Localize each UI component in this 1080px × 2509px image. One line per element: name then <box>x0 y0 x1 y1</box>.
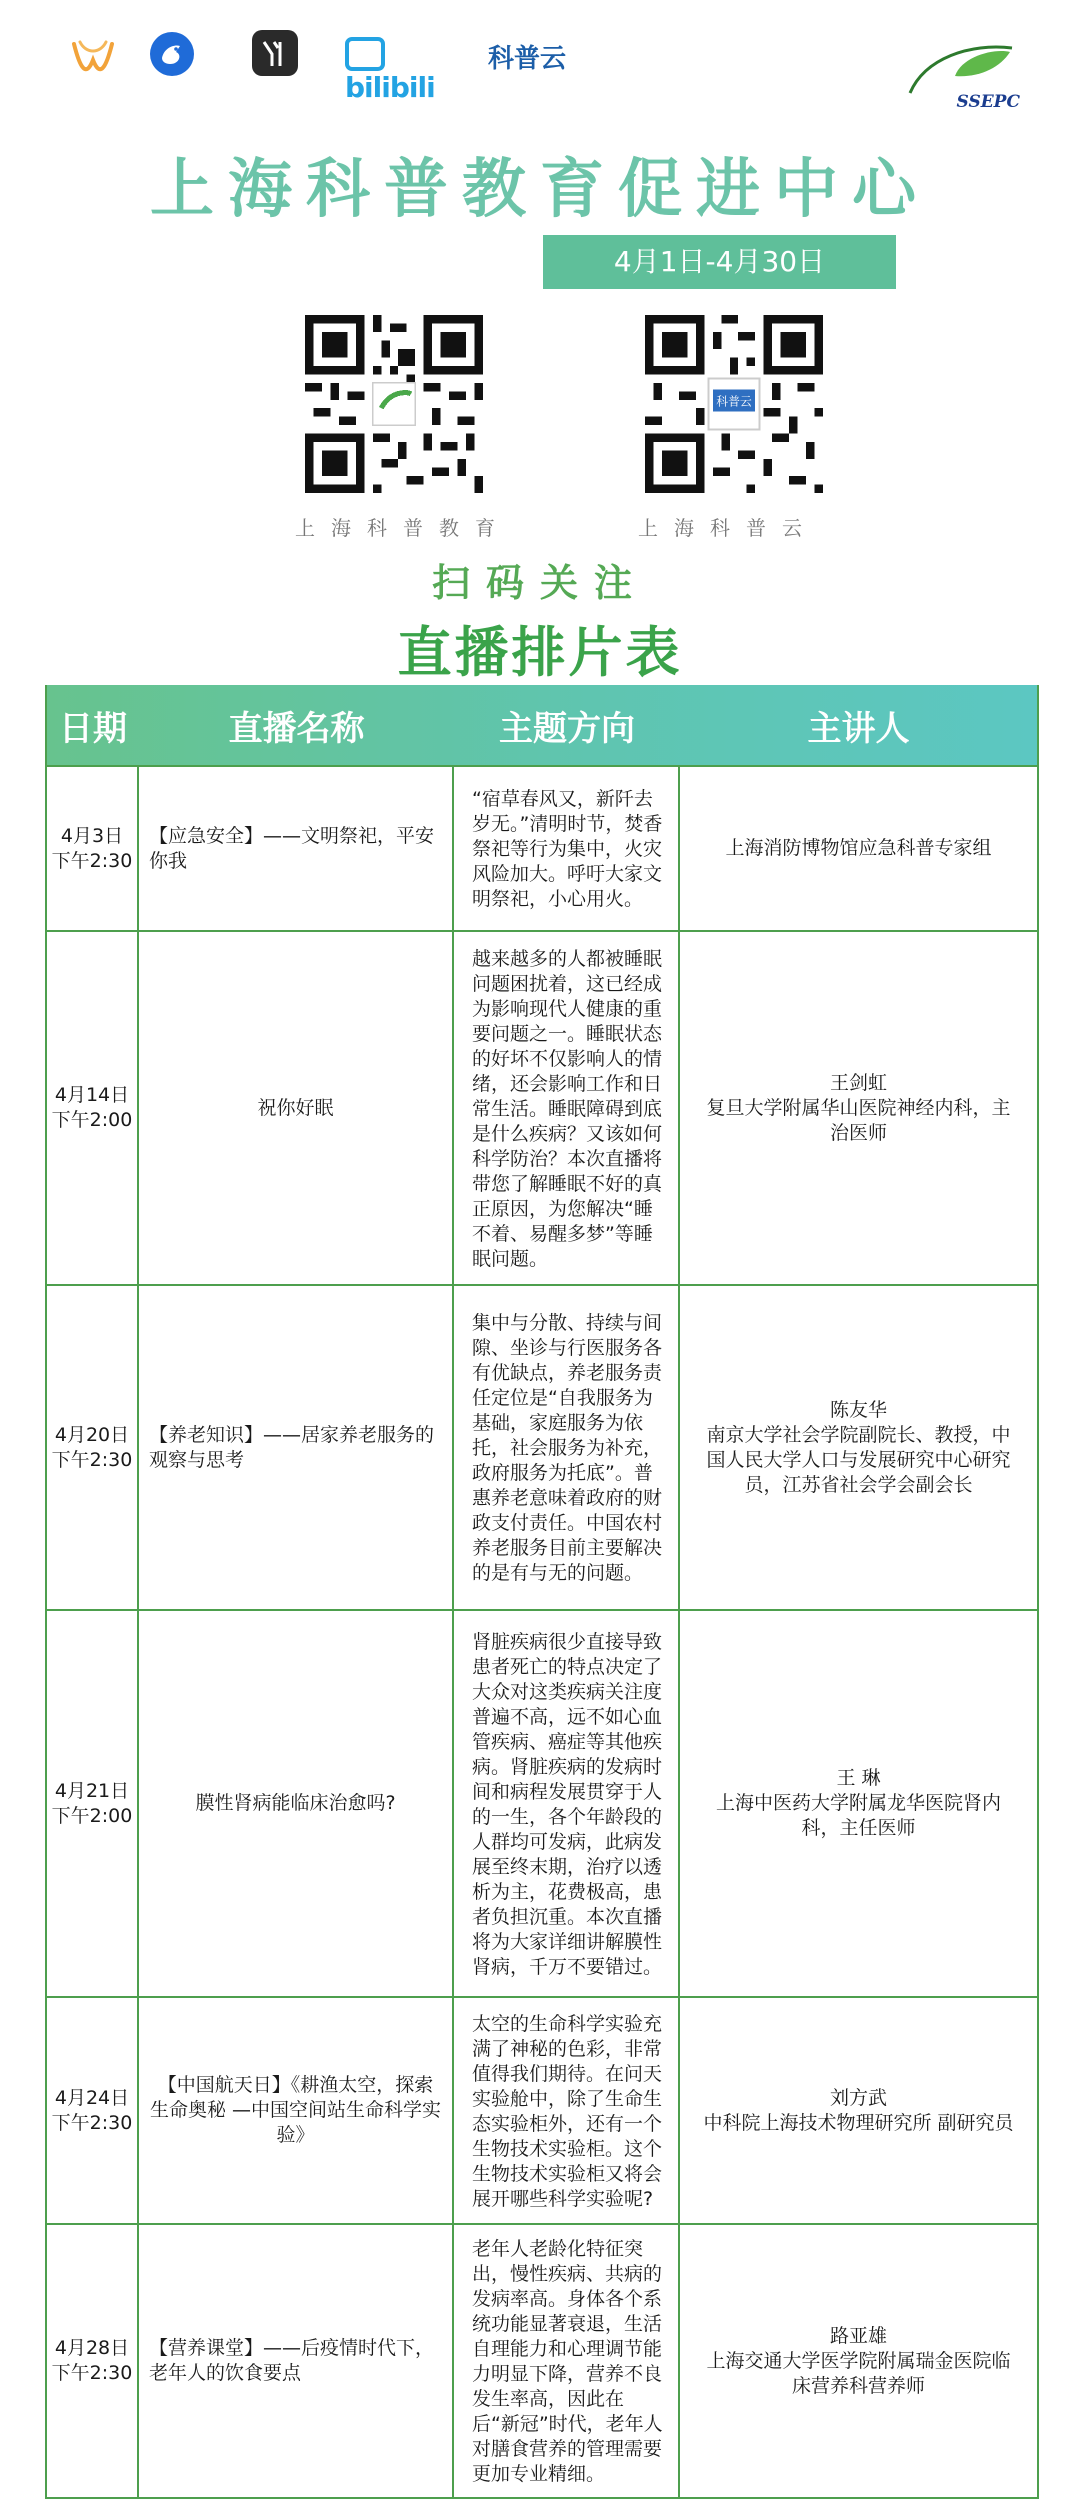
schedule-table <box>45 685 1039 2499</box>
date-range-badge: 4月1日-4月30日 <box>543 235 896 289</box>
bird-app-logo-icon <box>150 32 194 76</box>
date: 4月28日 <box>54 2337 130 2359</box>
speaker-name: 陈友华 <box>829 1398 887 1421</box>
page-title: 上海科普教育促进中心 <box>150 152 930 227</box>
bilibili-logo-text: bilibili <box>345 71 435 104</box>
date: 4月3日 <box>60 824 124 847</box>
table-row <box>47 1284 1037 1609</box>
date-cell <box>47 1286 139 1609</box>
column-header-topic: 主题方向 <box>499 708 635 749</box>
weibo-style-logo-icon <box>70 38 116 82</box>
speaker-name: 王剑虹 <box>829 1071 887 1094</box>
name-cell: 膜性肾病能临床治愈吗? <box>139 1611 454 1996</box>
speaker-title: 上海消防博物馆应急科普专家组 <box>725 837 992 859</box>
column-header-name: 直播名称 <box>228 708 365 749</box>
speaker-title: 复旦大学附属华山医院神经内科，主治医师 <box>706 1096 1011 1144</box>
time: 下午2:30 <box>51 1448 133 1471</box>
speaker-cell <box>680 2225 1037 2497</box>
speaker-title: 南京大学社会学院副院长、教授，中国人民大学人口与发展研究中心研究员，江苏省社会学会副会长 <box>706 1423 1011 1496</box>
ssepc-logo <box>900 38 1020 112</box>
time: 下午2:30 <box>51 2362 133 2384</box>
topic-cell: 老年人老龄化特征突出，慢性疾病、共病的发病率高。身体各个系统功能显著衰退，生活自理能力和心理调节能力明显下降，营养不良发生率高，因此在后“新冠”时代，老年人对膳食营养的管理需要更加专业精细。 <box>454 2225 680 2497</box>
time: 下午2:00 <box>51 1109 133 1131</box>
qr-code-icon[interactable] <box>645 315 823 493</box>
topic-cell: 越来越多的人都被睡眠问题困扰着，这已经成为影响现代人健康的重要问题之一。睡眠状态的好坏不仅影响人的情绪，还会影响工作和日常生活。睡眠障碍到底是什么疾病？又该如何科学防治？本次直播将带您了解睡眠不好的真正原因，为您解决“睡不着、易醒多梦”等睡眠问题。 <box>454 932 680 1284</box>
bilibili-logo <box>345 36 475 104</box>
table-header <box>47 685 1037 765</box>
speaker-cell <box>680 767 1037 930</box>
follow-text: 扫码关注 <box>431 561 648 605</box>
date: 4月24日 <box>54 2086 130 2109</box>
speaker-title: 上海中医药大学附属龙华医院肾内科，主任医师 <box>715 1792 1001 1839</box>
name-cell: 【营养课堂】——后疫情时代下，老年人的饮食要点 <box>139 2225 454 2497</box>
speaker-cell <box>680 1611 1037 1996</box>
kepuyun-logo: 科普云 <box>488 44 567 74</box>
qr-code-icon[interactable] <box>305 315 483 493</box>
speaker-name: 刘方武 <box>829 2086 887 2109</box>
name-cell: 【应急安全】——文明祭祀，平安你我 <box>139 767 454 930</box>
date-cell <box>47 1611 139 1996</box>
speaker-title: 上海交通大学医学院附属瑞金医院临床营养科营养师 <box>706 2349 1011 2397</box>
date: 4月21日 <box>54 1779 130 1802</box>
date: 4月14日 <box>54 1084 130 1106</box>
date-cell <box>47 767 139 930</box>
table-row <box>47 1609 1037 1996</box>
topic-cell: 太空的生命科学实验充满了神秘的色彩，非常值得我们期待。在问天实验舱中，除了生命生态实验柜外，还有一个生物技术实验柜。这个生物技术实验柜又将会展开哪些科学实验呢? <box>454 1998 680 2223</box>
qr-caption-kepuyun: 上海科普云 <box>638 516 818 540</box>
speaker-title: 中科院上海技术物理研究所 副研究员 <box>703 2111 1014 2134</box>
date-cell <box>47 2225 139 2497</box>
name-cell: 祝你好眠 <box>139 932 454 1284</box>
qr-caption-kepu-jiaoyu: 上海科普教育 <box>295 516 511 540</box>
date-cell <box>47 1998 139 2223</box>
table-row <box>47 930 1037 1284</box>
name-cell: 【中国航天日】《耕渔太空，探索生命奥秘 —中国空间站生命科学实验》 <box>139 1998 454 2223</box>
time: 下午2:30 <box>51 849 133 872</box>
speaker-name: 路亚雄 <box>829 2324 887 2347</box>
time: 下午2:00 <box>51 1804 133 1827</box>
speaker-cell <box>680 932 1037 1284</box>
topic-cell: 集中与分散、持续与间隙、坐诊与行医服务各有优缺点，养老服务责任定位是“自我服务为基础，家庭服务为依托，社会服务为补充，政府服务为托底”。普惠养老意味着政府的财政支付责任。中国农村养老服务目前主要解决的是有与无的问题。 <box>454 1286 680 1609</box>
name-cell: 【养老知识】——居家养老服务的观察与思考 <box>139 1286 454 1609</box>
tv-icon <box>345 37 385 71</box>
ssepc-text: SSEPC <box>956 92 1020 112</box>
topic-cell: “宿草春风又，新阡去岁无。”清明时节，焚香祭祀等行为集中，火灾风险加大。呼吁大家文明祭祀，小心用火。 <box>454 767 680 930</box>
date-cell <box>47 932 139 1284</box>
topic-cell: 肾脏疾病很少直接导致患者死亡的特点决定了大众对这类疾病关注度普遍不高，远不如心血管疾病、癌症等其他疾病。肾脏疾病的发病时间和病程发展贯穿于人的一生，各个年龄段的人群均可发病，此病发展至终末期，治疗以透析为主，花费极高，患者负担沉重。本次直播将为大家详细讲解膜性肾病，千万不要错过。 <box>454 1611 680 1996</box>
app-logo-icon <box>252 30 298 76</box>
schedule-title: 直播排片表 <box>397 621 683 684</box>
partner-logos <box>70 30 590 104</box>
speaker-cell <box>680 1286 1037 1609</box>
table-row <box>47 2223 1037 2497</box>
speaker-cell <box>680 1998 1037 2223</box>
column-header-speaker: 主讲人 <box>807 708 910 749</box>
date: 4月20日 <box>54 1423 130 1446</box>
time: 下午2:30 <box>51 2111 133 2134</box>
table-row <box>47 1996 1037 2223</box>
speaker-name: 王 琳 <box>836 1767 881 1789</box>
column-header-date: 日期 <box>59 708 127 749</box>
qr-center-label: 科普云 <box>716 394 752 409</box>
table-row <box>47 765 1037 930</box>
